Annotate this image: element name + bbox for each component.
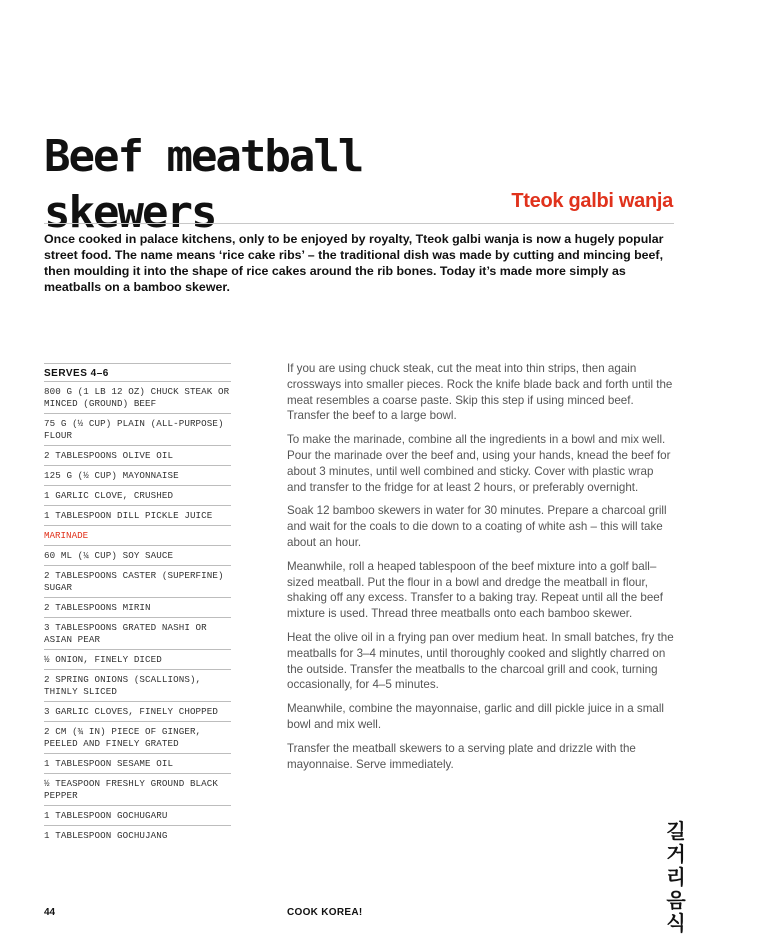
method-step: Soak 12 bamboo skewers in water for 30 minutes. Prepare a charcoal grill and wait for the coals to die down to a coating of white ash – this will take about an hour. [287, 504, 667, 549]
book-title: COOK KOREA! [287, 907, 363, 918]
method-step: Meanwhile, combine the mayonnaise, garlic and dill pickle juice in a small bowl and mix well. [287, 702, 664, 731]
marinade-item: 1 TABLESPOON SESAME OIL [44, 753, 231, 773]
marinade-item: 1 TABLESPOON GOCHUGARU [44, 805, 231, 825]
marinade-item: 1 TABLESPOON GOCHUJANG [44, 825, 231, 845]
korean-char: 거 [666, 842, 686, 866]
marinade-item: 2 CM (¾ IN) PIECE OF GINGER, PEELED AND FINELY GRATED [44, 721, 231, 753]
recipe-intro: Once cooked in palace kitchens, only to be enjoyed by royalty, Tteok galbi wanja is now a hugely popular street food. The name means ‘rice cake ribs’ – the traditional dish was made by cutting and mincing beef, then moulding it into the shape of rice cakes around the rib bones. Today it’s made more simply as meatballs on a bamboo skewer. [44, 232, 664, 294]
korean-char: 식 [666, 911, 686, 935]
serves-label: SERVES 4–6 [44, 363, 231, 381]
korean-char: 음 [666, 888, 686, 912]
marinade-item: 2 SPRING ONIONS (SCALLIONS), THINLY SLICED [44, 669, 231, 701]
korean-char: 리 [666, 865, 686, 889]
method-step: To make the marinade, combine all the ingredients in a bowl and mix well. Pour the marinade over the beef and, using your hands, knead the beef for about 3 minutes, until well combined and sticky. Cover with plastic wrap and transfer to the fridge for at least 2 hours, or preferably overnight. [287, 433, 671, 494]
marinade-item: 2 TABLESPOONS MIRIN [44, 597, 231, 617]
method-steps [287, 361, 674, 780]
ingredient-item: 2 TABLESPOONS OLIVE OIL [44, 445, 231, 465]
title-divider [44, 223, 674, 224]
ingredient-item: 75 G (½ CUP) PLAIN (ALL-PURPOSE) FLOUR [44, 413, 231, 445]
ingredient-item: 800 G (1 LB 12 OZ) CHUCK STEAK OR MINCED (GROUND) BEEF [44, 381, 231, 413]
method-step: Meanwhile, roll a heaped tablespoon of the beef mixture into a golf ball–sized meatball. Put the flour in a bowl and dredge the meatball in flour, shaking off any excess. Transfer to a baking tray. Repeat until all the beef mixture is used. Thread three meatballs onto each bamboo skewer. [287, 559, 663, 621]
recipe-title: Beef meatball skewers [44, 131, 363, 239]
marinade-item: ½ ONION, FINELY DICED [44, 649, 231, 669]
ingredients-list [44, 363, 231, 845]
ingredient-item: 125 G (½ CUP) MAYONNAISE [44, 465, 231, 485]
marinade-item: 3 TABLESPOONS GRATED NASHI OR ASIAN PEAR [44, 617, 231, 649]
korean-sidebar-text [665, 820, 687, 935]
method-step: Transfer the meatball skewers to a serving plate and drizzle with the mayonnaise. Serve immediately. [287, 741, 636, 771]
marinade-item: 3 GARLIC CLOVES, FINELY CHOPPED [44, 701, 231, 721]
recipe-subtitle: Tteok galbi wanja [511, 190, 673, 212]
marinade-item: ½ TEASPOON FRESHLY GROUND BLACK PEPPER [44, 773, 231, 805]
ingredient-item: 1 GARLIC CLOVE, CRUSHED [44, 485, 231, 505]
marinade-item: 60 ML (¼ CUP) SOY SAUCE [44, 545, 231, 565]
ingredient-item: 1 TABLESPOON DILL PICKLE JUICE [44, 505, 231, 525]
marinade-item: 2 TABLESPOONS CASTER (SUPERFINE) SUGAR [44, 565, 231, 597]
korean-char: 길 [666, 819, 686, 843]
method-step: If you are using chuck steak, cut the meat into thin strips, then again crossways into smaller pieces. Rock the knife blade back and forth until the meat resembles a coarse paste. Skip this step if using minced beef. Transfer the beef to a large bowl. [287, 362, 673, 423]
marinade-heading: MARINADE [44, 525, 231, 545]
method-step: Heat the olive oil in a frying pan over medium heat. In small batches, fry the meatballs for 3–4 minutes, until thoroughly cooked and slightly charred on the outside. Transfer the meatballs to the charcoal grill and cook, turning occasionally, for 4–5 minutes. [287, 630, 674, 692]
page-number: 44 [44, 907, 56, 918]
